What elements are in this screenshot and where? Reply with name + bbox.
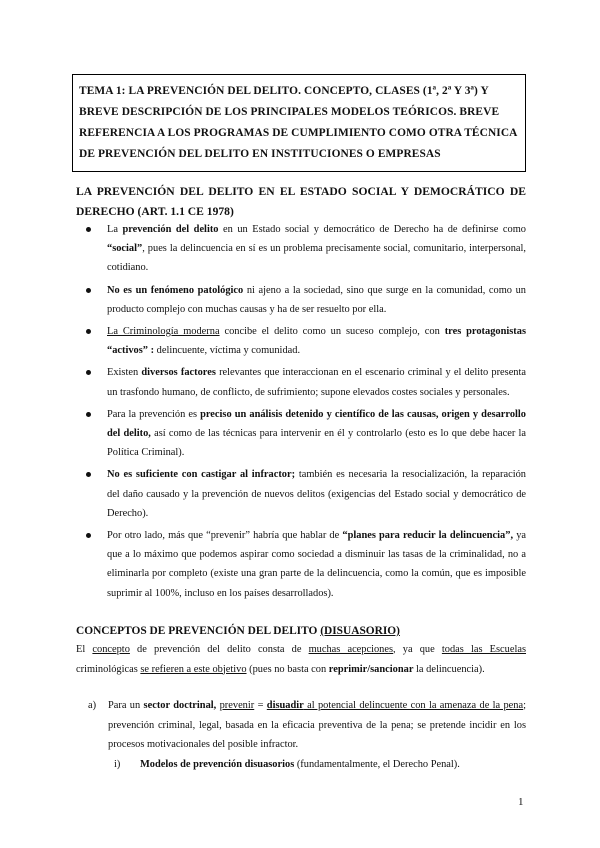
list-item: La prevención del delito en un Estado social y democrático de Derecho ha de definirse como “social”, pues la delincuencia en sí es un problema precisamente social, comunitario, interpersonal, cotidiano.	[76, 220, 526, 278]
list-item: No es un fenómeno patológico ni ajeno a la sociedad, sino que surge en la comunidad, como un producto complejo con muchas causas y ha de ser resuelto por ella.	[76, 281, 526, 319]
bullet-list	[76, 220, 526, 606]
bullet-icon	[86, 533, 91, 538]
list-item: Para la prevención es preciso un análisis detenido y científico de las causas, origen y desarrollo del delito, así como de las técnicas para intervenir en él y controlarlo (esto es lo que debe hacer la Política Criminal).	[76, 405, 526, 463]
topic-title: TEMA 1: LA PREVENCIÓN DEL DELITO. CONCEPTO, CLASES (1ª, 2ª Y 3ª) Y BREVE DESCRIPCIÓN DE LOS PRINCIPALES MODELOS TEÓRICOS. BREVE REFERENCIA A LOS PROGRAMAS DE CUMPLIMIENTO COMO OTRA TÉCNICA DE PREVENCIÓN DEL DELITO EN INSTITUCIONES O EMPRESAS	[79, 85, 517, 160]
bullet-icon	[86, 370, 91, 375]
bullet-icon	[86, 227, 91, 232]
bullet-icon	[86, 472, 91, 477]
list-item: No es suficiente con castigar al infractor; también es necesaria la resocialización, la reparación del daño causado y la prevención de nuevos delitos (exigencias del Estado social y democrático de Derecho).	[76, 465, 526, 523]
bullet-icon	[86, 288, 91, 293]
bullet-icon	[86, 412, 91, 417]
list-item: Por otro lado, más que “prevenir” habría que hablar de “planes para reducir la delincuencia”, ya que a lo máximo que podemos aspirar como sociedad a disminuir las tasas de la criminalidad, no a eliminarla por completo (existe una gran parte de la delincuencia, como la común, que es imposible suprimir al 100%, incluso en los países desarrollados).	[76, 526, 526, 603]
list-item-i: i) Modelos de prevención disuasorios (fundamentalmente, el Derecho Penal).	[76, 755, 526, 775]
section-heading-conceptos: CONCEPTOS DE PREVENCIÓN DEL DELITO (DISUASORIO)	[76, 625, 400, 637]
bullet-icon	[86, 329, 91, 334]
topic-title-box	[72, 74, 526, 172]
list-marker: a)	[88, 700, 97, 711]
list-item: Existen diversos factores relevantes que interaccionan en el escenario criminal y el delito presenta un trasfondo humano, de conflicto, de sufrimiento; supone elevados costes sociales y personales.	[76, 363, 526, 401]
list-marker: i)	[114, 758, 121, 770]
ordered-list	[76, 696, 526, 774]
section-heading-estado-social: LA PREVENCIÓN DEL DELITO EN EL ESTADO SOCIAL Y DEMOCRÁTICO DE DERECHO (ART. 1.1 CE 1978)	[76, 185, 526, 218]
paragraph-concepto: El concepto de prevención del delito consta de muchas acepciones, ya que todas las Escuelas criminológicas se refieren a este objetivo (pues no basta con reprimir/sancionar la delincuencia).	[76, 644, 527, 675]
list-item: La Criminología moderna concibe el delito como un suceso complejo, con tres protagonistas “activos” : delincuente, víctima y comunidad.	[76, 322, 526, 360]
page-number: 1	[518, 796, 524, 808]
list-item-a: a) Para un sector doctrinal, prevenir = disuadir al potencial delincuente con la amenaza de la pena; prevención criminal, legal, basada en la eficacia preventiva de la pena; se pretende incidir en los procesos motivacionales del posible infractor.	[76, 696, 526, 755]
